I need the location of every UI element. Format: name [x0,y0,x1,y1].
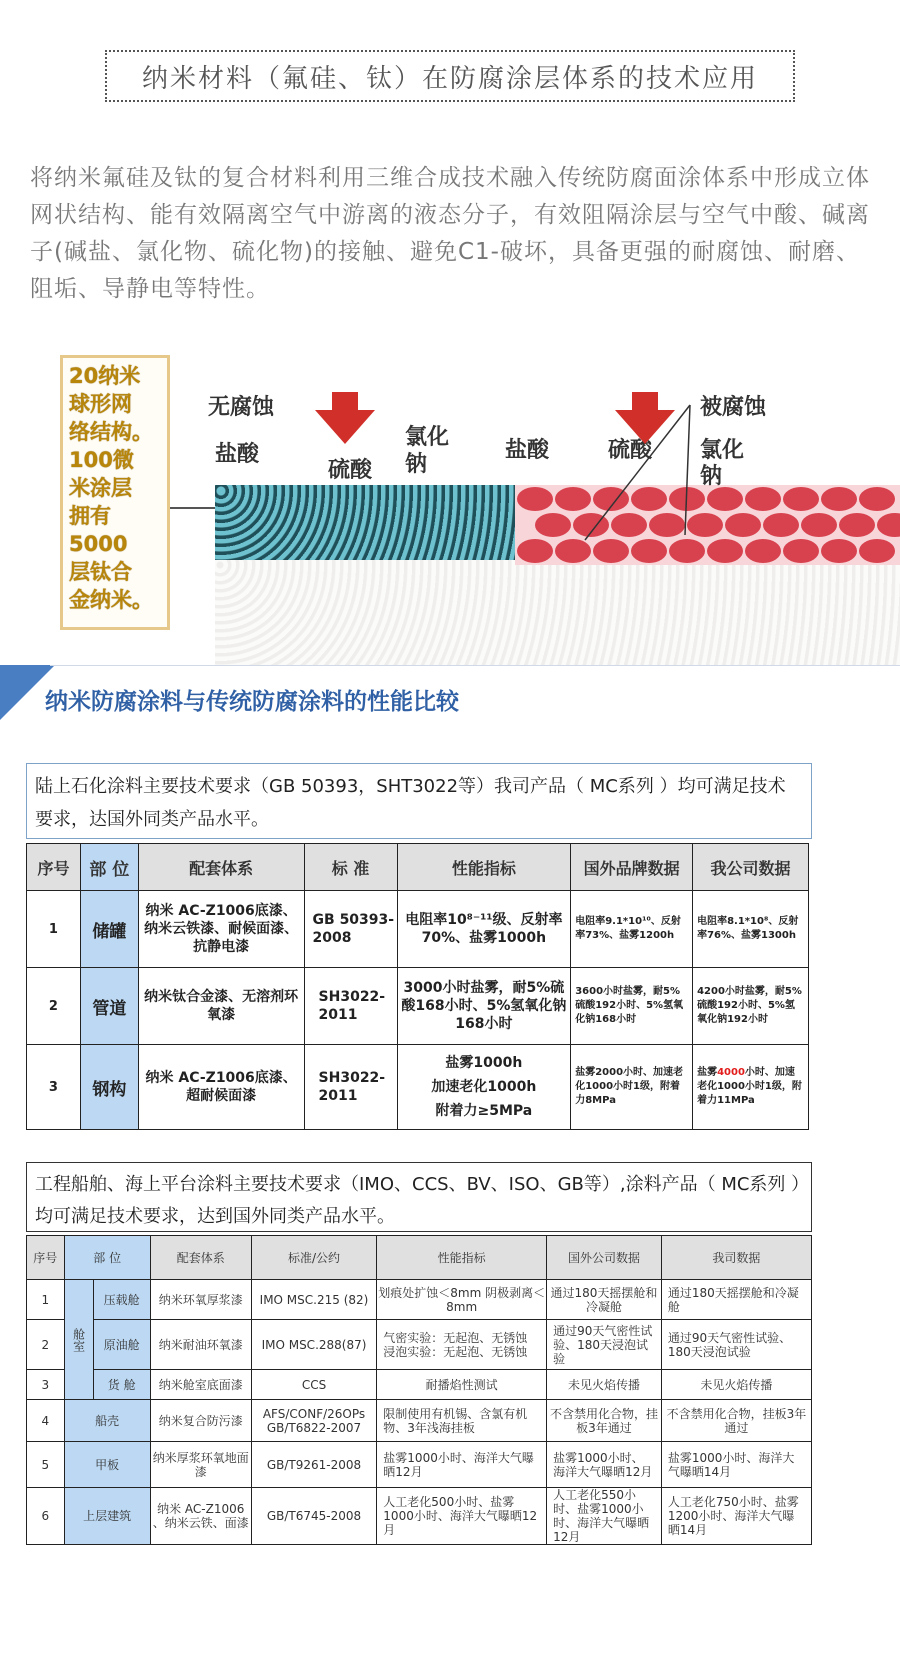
section-title: 纳米防腐涂料与传统防腐涂料的性能比较 [45,689,459,715]
substrate-layer [215,560,900,665]
row-standard: SH3022-2011 [304,968,397,1045]
table-row [27,1045,809,1130]
corrosion-cell [745,487,781,511]
divider [50,665,900,666]
hcl-label-left: 盐酸 [215,442,260,467]
no-corrosion-label: 无腐蚀 [208,395,275,420]
header-cell: 部 位 [64,1236,150,1280]
row-foreign-data: 不含禁用化合物，挂板3年通过 [547,1400,662,1442]
row-system: 纳米耐油环氧漆 [150,1320,251,1370]
row-our-data: 不含禁用化合物，挂板3年通过 [661,1400,811,1442]
row-number: 1 [27,891,81,968]
table-row [27,1280,812,1320]
row-foreign-data: 通过180天摇摆舱和冷凝舱 [547,1280,662,1320]
row-foreign-data: 盐雾1000小时、海洋大气曝晒12月 [547,1442,662,1488]
table-header-row [27,1236,812,1280]
row-our-data: 电阻率8.1*10⁸、反射率76%、盐雾1300h [693,891,809,968]
header-cell: 配套体系 [138,844,304,891]
our-data-part: 盐雾 [697,1067,718,1078]
header-cell: 部 位 [80,844,138,891]
row-standard: IMO MSC.215 (82) [251,1280,377,1320]
header-cell: 国外品牌数据 [571,844,693,891]
header-cell: 标 准 [304,844,397,891]
marine-comparison-table [26,1235,812,1545]
row-system: 纳米 AC-Z1006底漆、纳米云铁漆、耐候面漆、抗静电漆 [138,891,304,968]
row-part: 管道 [80,968,138,1045]
table-row [27,1442,812,1488]
row-foreign-data: 3600小时盐雾，耐5%硫酸192小时、5%氢氧化钠168小时 [571,968,693,1045]
hcl-label-right: 盐酸 [505,438,550,463]
intro-paragraph: 将纳米氟硅及钛的复合材料利用三维合成技术融入传统防腐面涂体系中形成立体网状结构、能有效隔离空气中游离的液态分子，有效阻隔涂层与空气中酸、碱离子(碱盐、氯化物、硫化物)的接触、避免C1-破坏，具备更强的耐腐蚀、耐磨、阻垢、导静电等特性。 [30,165,870,302]
row-system: 纳米 AC-Z1006底漆、超耐候面漆 [138,1045,304,1130]
label-line: 金纳米。 [69,588,153,612]
section-header [0,665,900,725]
label-line: 100微 [69,448,134,472]
row-performance: 盐雾1000小时、海洋大气曝晒12月 [377,1442,547,1488]
row-part: 货 舱 [93,1370,150,1400]
row-our-data: 通过180天摇摆舱和冷凝舱 [661,1280,811,1320]
table-row [27,1320,812,1370]
corrosion-cell [783,487,819,511]
row-system: 纳米舱室底面漆 [150,1370,251,1400]
header-cell: 性能指标 [397,844,571,891]
row-our-data: 4200小时盐雾，耐5%硫酸192小时、5%氢氧化钠192小时 [693,968,809,1045]
label-line: 层钛合 [69,560,132,584]
corrosion-cell [859,539,895,563]
row-part: 原油舱 [93,1320,150,1370]
row-system: 纳米 AC-Z1006 、纳米云铁、面漆 [150,1488,251,1545]
table-header-row [27,844,809,891]
row-foreign-data: 通过90天气密性试验、180天浸泡试验 [547,1320,662,1370]
row-foreign-data: 电阻率9.1*10¹⁰、反射率73%、盐雾1200h [571,891,693,968]
row-system: 纳米环氧厚浆漆 [150,1280,251,1320]
row-our-data [693,1045,809,1130]
row-our-data: 盐雾1000小时、海洋大气曝晒14月 [661,1442,811,1488]
row-our-data: 通过90天气密性试验、180天浸泡试验 [661,1320,811,1370]
row-part: 钢构 [80,1045,138,1130]
row-standard: GB/T9261-2008 [251,1442,377,1488]
row-our-data: 人工老化750小时、盐雾1200小时、海洋大气曝晒14月 [661,1488,811,1545]
row-our-data: 未见火焰传播 [661,1370,811,1400]
nacl-label-right-1: 氯化 [700,438,745,463]
onshore-requirements-note: 陆上石化涂料主要技术要求（GB 50393，SHT3022等）我司产品（ MC系列 ）均可满足技术要求，达国外同类产品水平。 [26,763,812,839]
row-standard: IMO MSC.288(87) [251,1320,377,1370]
corrosion-diagram [60,355,900,665]
row-performance: 人工老化500小时、盐雾1000小时、海洋大气曝晒12月 [377,1488,547,1545]
row-standard: GB/T6745-2008 [251,1488,377,1545]
row-performance [397,1045,571,1130]
row-performance: 电阻率10⁸⁻¹¹级、反射率70%、盐雾1000h [397,891,571,968]
marine-requirements-note: 工程船舶、海上平台涂料主要技术要求（IMO、CCS、BV、ISO、GB等）,涂料产品（ MC系列 ）均可满足技术要求，达到国外同类产品水平。 [26,1162,812,1232]
highlight-value: 4000 [717,1067,745,1078]
row-foreign-data: 盐雾2000小时、加速老化1000小时1级，附着力8MPa [571,1045,693,1130]
row-number: 3 [27,1370,65,1400]
label-line: 络结构。 [69,420,153,444]
table-row [27,891,809,968]
row-part: 压载舱 [93,1280,150,1320]
corrosion-cell [801,513,837,537]
header-cell: 我公司数据 [693,844,809,891]
table-row [27,1488,812,1545]
cabin-group-label: 舱室 [64,1280,93,1400]
row-number: 4 [27,1400,65,1442]
corrosion-cell [839,513,875,537]
row-performance: 划痕处扩蚀＜8mm 阴极剥离＜8mm [377,1280,547,1320]
nacl-label-right-2: 钠 [700,464,723,489]
table-row [27,1370,812,1400]
label-line: 5000 [69,532,128,556]
row-foreign-data: 人工老化550小时、盐雾1000小时、海洋大气曝晒12月 [547,1488,662,1545]
header-cell: 标准/公约 [251,1236,377,1280]
row-standard: AFS/CONF/26OPs GB/T6822-2007 [251,1400,377,1442]
corroded-label: 被腐蚀 [700,395,767,420]
down-arrow-icon [315,410,375,444]
onshore-comparison-table [26,843,809,1130]
row-standard: CCS [251,1370,377,1400]
header-cell: 序号 [27,844,81,891]
perf-line: 盐雾1000h [445,1055,523,1071]
sulfuric-label-right: 硫酸 [608,438,653,463]
nano-structure-label [60,355,170,630]
row-number: 2 [27,968,81,1045]
page-title: 纳米材料（氟硅、钛）在防腐涂层体系的技术应用 [141,63,758,94]
row-system: 纳米钛合金漆、无溶剂环氧漆 [138,968,304,1045]
table-row [27,968,809,1045]
row-performance: 气密实验：无起泡、无锈蚀 浸泡实验：无起泡、无锈蚀 [377,1320,547,1370]
row-foreign-data: 未见火焰传播 [547,1370,662,1400]
corrosion-cell [763,513,799,537]
row-part: 船壳 [64,1400,150,1442]
row-number: 2 [27,1320,65,1370]
sulfuric-label-left: 硫酸 [328,458,373,483]
header-cell: 序号 [27,1236,65,1280]
row-part: 储罐 [80,891,138,968]
row-number: 1 [27,1280,65,1320]
header-cell: 国外公司数据 [547,1236,662,1280]
row-system: 纳米复合防污漆 [150,1400,251,1442]
row-number: 5 [27,1442,65,1488]
row-number: 6 [27,1488,65,1545]
label-line: 球形网 [69,392,132,416]
page-title-box [105,50,795,102]
nacl-label-left-1: 氯化 [405,425,450,450]
corrosion-cell [821,487,857,511]
table-row [27,1400,812,1442]
our-data-part: 小时、加速老化1000小时1级，附着力11MPa [697,1067,802,1106]
label-line: 米涂层 [69,476,132,500]
row-number: 3 [27,1045,81,1130]
header-cell: 配套体系 [150,1236,251,1280]
corrosion-cell [877,513,900,537]
row-performance: 限制使用有机锡、含氯有机物、3年浅海挂板 [377,1400,547,1442]
corrosion-cell [783,539,819,563]
perf-line: 附着力≥5MPa [435,1103,533,1119]
nacl-label-left-2: 钠 [405,452,428,477]
row-system: 纳米厚浆环氧地面漆 [150,1442,251,1488]
row-standard: SH3022-2011 [304,1045,397,1130]
corrosion-cell [725,513,761,537]
label-line: 20纳米 [69,364,141,388]
row-part: 甲板 [64,1442,150,1488]
corrosion-cell [821,539,857,563]
nano-coating-layer [215,485,515,560]
header-cell: 我司数据 [661,1236,811,1280]
label-line: 拥有 [69,504,111,528]
row-performance: 3000小时盐雾，耐5%硫酸168小时、5%氢氧化钠168小时 [397,968,571,1045]
header-cell: 性能指标 [377,1236,547,1280]
corrosion-cell [859,487,895,511]
corrosion-cell [745,539,781,563]
row-performance: 耐播焰性测试 [377,1370,547,1400]
row-part: 上层建筑 [64,1488,150,1545]
row-standard: GB 50393-2008 [304,891,397,968]
perf-line: 加速老化1000h [431,1079,537,1095]
